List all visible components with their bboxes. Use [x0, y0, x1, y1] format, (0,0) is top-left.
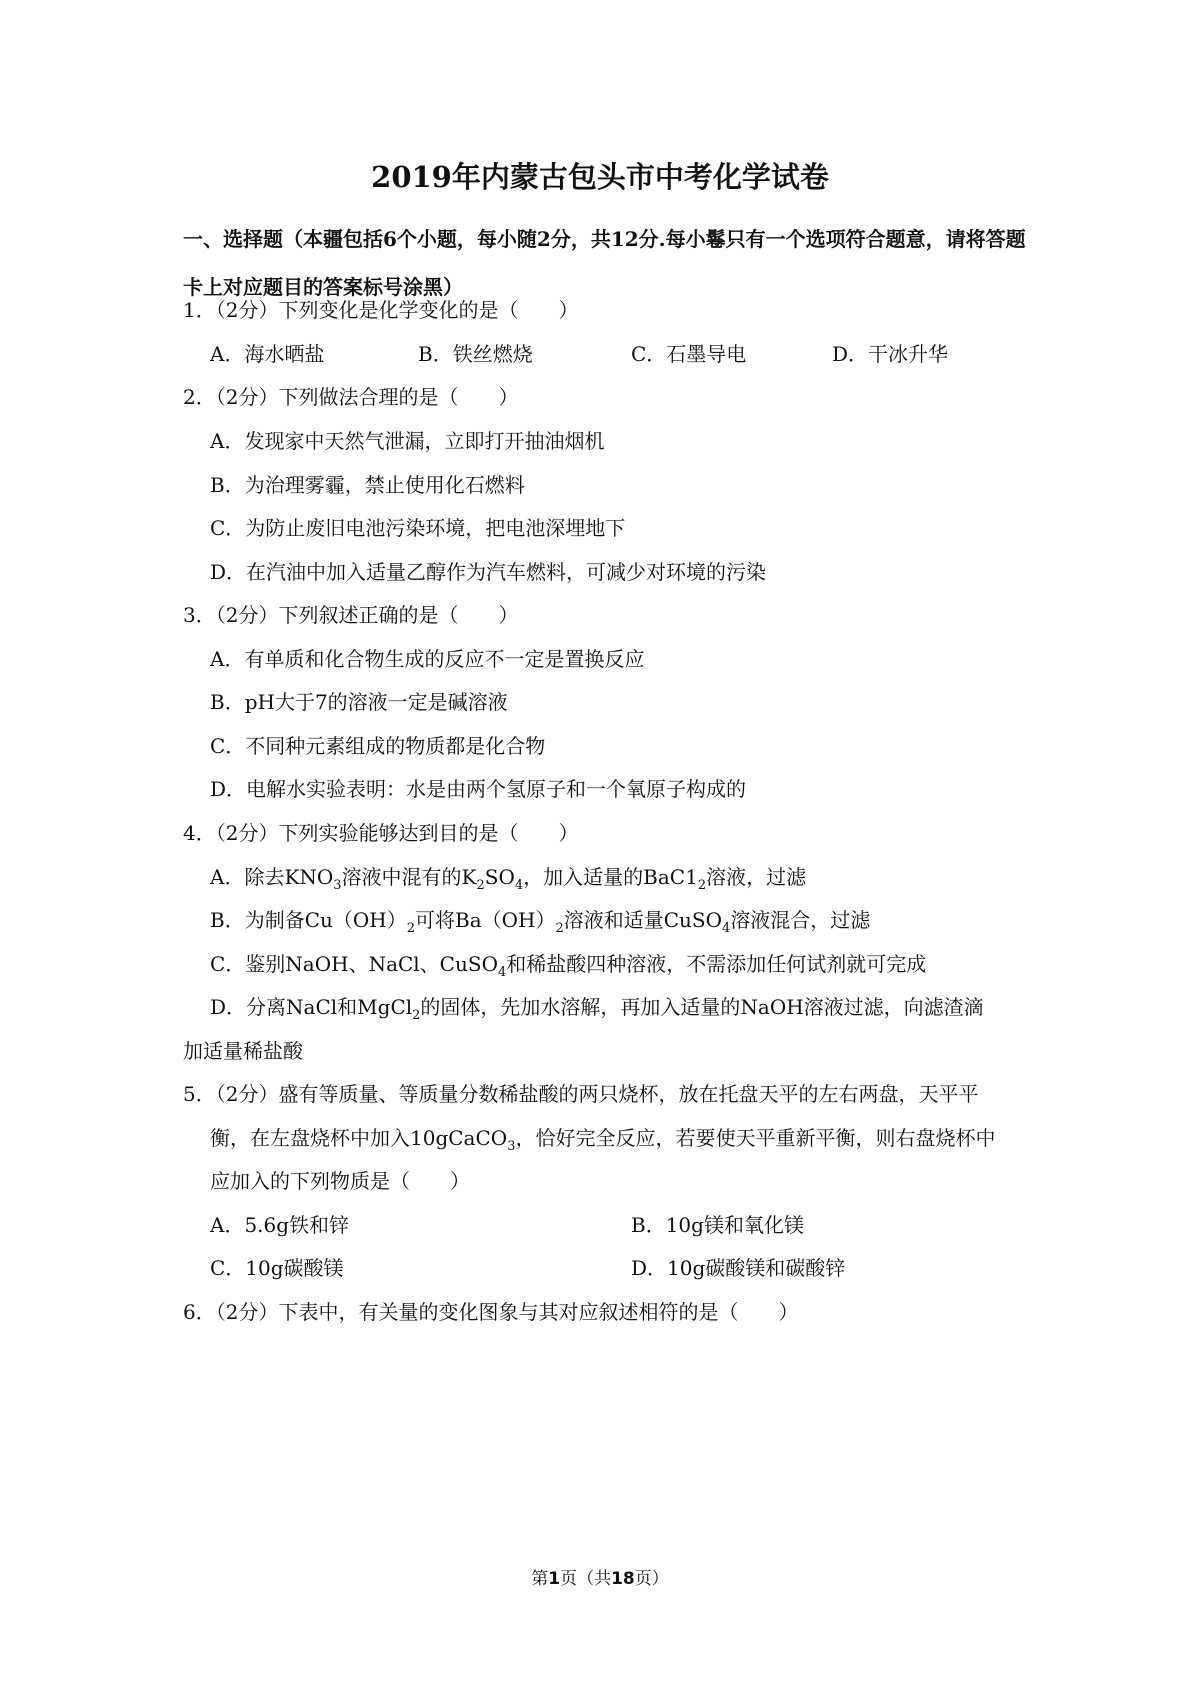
- question-1-stem: 1．（2分）下列变化是化学变化的是（ ）: [183, 298, 579, 322]
- q2-option-c: C．为防止废旧电池污染环境，把电池深埋地下: [210, 516, 626, 540]
- q2-option-a: A．发现家中天然气泄漏，立即打开抽油烟机: [210, 429, 605, 453]
- q4-option-a: A．除去$KNO_3$溶液中混有的$K_2SO_4$，加入适量的$BaC1_2$溶液，过滤: [210, 865, 807, 893]
- question-5-stem-line-2: 衡，在左盘烧杯中加入10gCaCO$_3$，恰好完全反应，若要使天平重新平衡，则右盘烧杯中: [210, 1126, 996, 1154]
- q2-option-b: B．为治理雾霾，禁止使用化石燃料: [210, 473, 525, 497]
- q4-option-c: C．鉴别NaOH、NaCl、CuSO$_4$和稀盐酸四种溶液，不需添加任何试剂就可完成: [210, 952, 927, 980]
- question-6-stem: 6．（2分）下表中，有关量的变化图象与其对应叙述相符的是（ ）: [183, 1300, 799, 1324]
- q5-option-b: B．10g镁和氧化镁: [631, 1213, 804, 1237]
- q2-option-d: D．在汽油中加入适量乙醇作为汽车燃料，可减少对环境的污染: [210, 560, 767, 584]
- q3-option-c: C．不同种元素组成的物质都是化合物: [210, 734, 546, 758]
- question-2-stem: 2．（2分）下列做法合理的是（ ）: [183, 385, 519, 409]
- question-3-stem: 3．（2分）下列叙述正确的是（ ）: [183, 603, 519, 627]
- q3-option-d: D．电解水实验表明：水是由两个氢原子和一个氧原子构成的: [210, 777, 747, 801]
- exam-title: 2019年内蒙古包头市中考化学试卷: [371, 160, 829, 194]
- section-heading: 一、选择题（本疆包括6个小题，每小随2分，共12分.每小鬈只有一个选项符合题意，请将答题卡上对应题目的答案标号涂黑）: [183, 227, 1026, 299]
- q3-option-b: B．pH大于7的溶液一定是碱溶液: [210, 690, 508, 714]
- q1-option-a: A．海水晒盐: [210, 342, 325, 366]
- q5-option-c: C．10g碳酸镁: [210, 1256, 344, 1280]
- page-number: 1: [548, 1569, 561, 1589]
- page-footer: 第1页（共18页）: [531, 1569, 669, 1589]
- q1-option-d: D．干冰升华: [832, 342, 949, 366]
- q1-option-c: C．石墨导电: [631, 342, 747, 366]
- question-5-stem-line-3: 应加入的下列物质是（ ）: [210, 1169, 470, 1193]
- page-total: 18: [611, 1569, 635, 1589]
- q1-option-b: B．铁丝燃烧: [418, 342, 533, 366]
- q4-option-b: B．为制备$Cu(OH)_2$可将$Ba(OH)_2$溶液和适量CuSO$_4$溶液混合，过滤: [210, 908, 871, 936]
- q5-option-a: A．5.6g铁和锌: [210, 1213, 350, 1237]
- q3-option-a: A．有单质和化合物生成的反应不一定是置换反应: [210, 647, 645, 671]
- question-5-stem: 5．（2分）盛有等质量、等质量分数稀盐酸的两只烧杯，放在托盘天平的左右两盘，天平平: [183, 1082, 979, 1106]
- question-4-stem: 4．（2分）下列实验能够达到目的是（ ）: [183, 821, 579, 845]
- q5-option-d: D．10g碳酸镁和碳酸锌: [631, 1256, 846, 1280]
- q4-option-d: D．分离NaCl和MgCl$_2$的固体，先加水溶解，再加入适量的NaOH溶液过滤，向滤渣滴: [210, 995, 984, 1023]
- q4-option-d-continued: 加适量稀盐酸: [183, 1039, 303, 1063]
